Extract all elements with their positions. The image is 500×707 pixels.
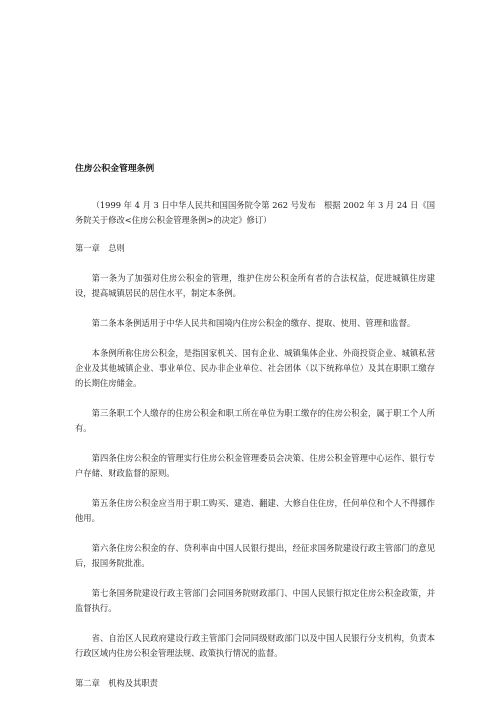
article-2: 第二条本条例适用于中华人民共和国境内住房公积金的缴存、提取、使用、管理和监督。 <box>91 318 416 328</box>
document-title: 住房公积金管理条例 <box>75 164 155 174</box>
article-7-provincial: 省、自治区人民政府建设行政主管部门会同同级财政部门以及中国人民银行分支机构，负责本行政区域内住房公积金管理法规、政策执行情况的监督。 <box>75 633 435 658</box>
revision-note: （1999 年 4 月 3 日中华人民共和国国务院令第 262 号发布 根据 2002 年 3 月 24 日《国务院关于修改<住房公积金管理条例>的决定》修订） <box>75 200 435 225</box>
article-2-definition: 本条例所称住房公积金，是指国家机关、国有企业、城镇集体企业、外商投资企业、城镇私营企业及其他城镇企业、事业单位、民办非企业单位、社会团体（以下统称单位）及其在职职工缴存的长期住房储金。 <box>75 348 435 388</box>
article-7: 第七条国务院建设行政主管部门会同国务院财政部门、中国人民银行拟定住房公积金政策，并监督执行。 <box>75 588 435 613</box>
article-5: 第五条住房公积金应当用于职工购买、建造、翻建、大修自住住房，任何单位和个人不得挪作他用。 <box>75 498 435 523</box>
article-1: 第一条为了加强对住房公积金的管理，维护住房公积金所有者的合法权益，促进城镇住房建设，提高城镇居民的居住水平，制定本条例。 <box>75 273 435 298</box>
article-6: 第六条住房公积金的存、贷利率由中国人民银行提出，经征求国务院建设行政主管部门的意见后，报国务院批准。 <box>75 543 435 568</box>
article-3: 第三条职工个人缴存的住房公积金和职工所在单位为职工缴存的住房公积金，属于职工个人所有。 <box>75 408 435 433</box>
article-4: 第四条住房公积金的管理实行住房公积金管理委员会决策、住房公积金管理中心运作、银行专户存储、财政监督的原则。 <box>75 453 435 478</box>
document-body <box>75 163 435 706</box>
chapter-heading-2: 第二章 机构及其职责 <box>75 678 158 688</box>
chapter-heading-1: 第一章 总则 <box>75 243 125 253</box>
